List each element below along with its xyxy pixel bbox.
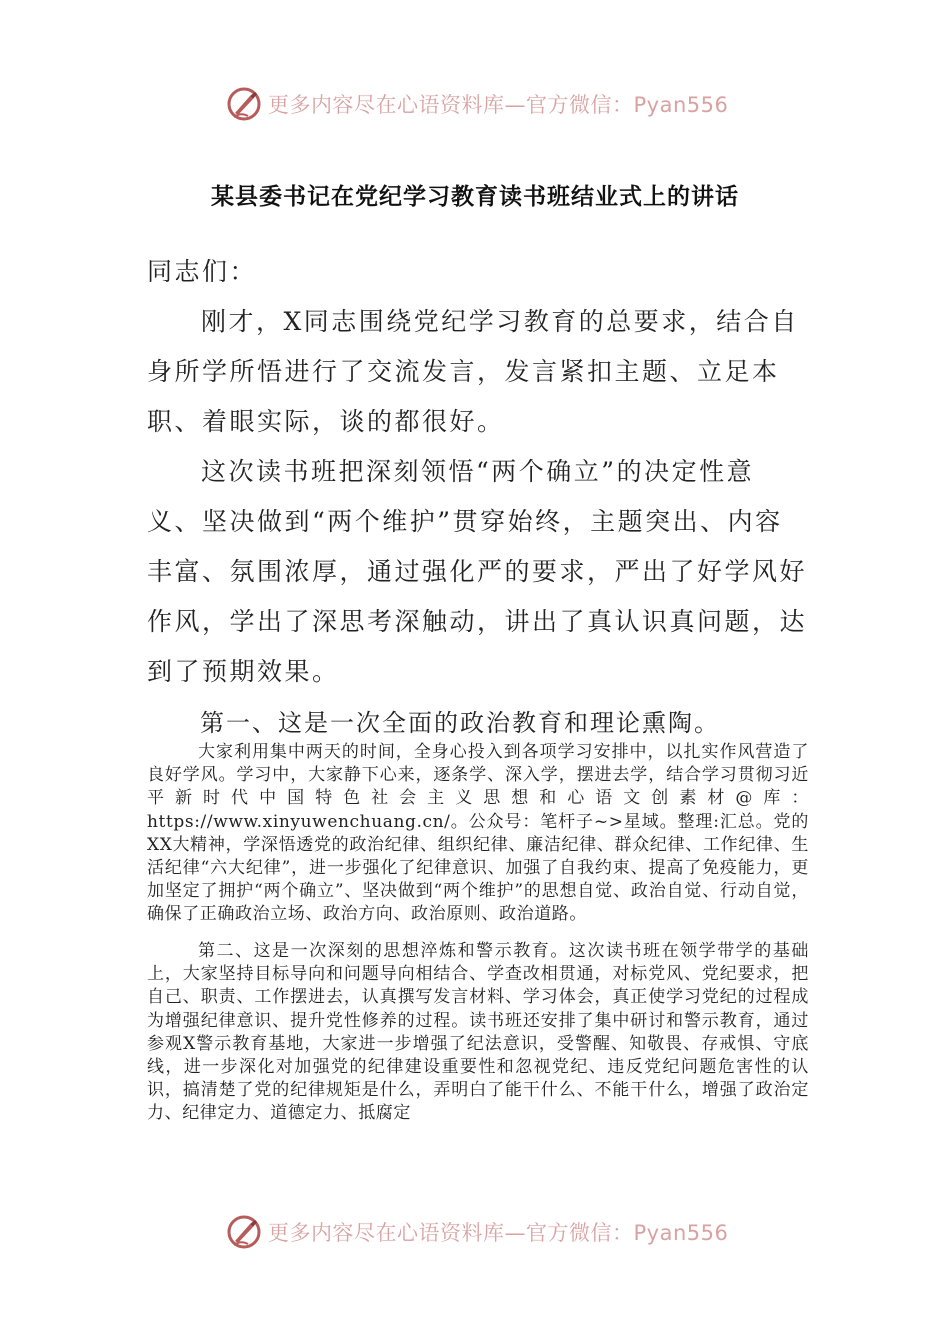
pen-logo-icon xyxy=(226,1214,262,1250)
paragraph-3 xyxy=(147,741,809,927)
greeting-text: 同志们： xyxy=(147,257,258,286)
pen-logo-icon xyxy=(226,86,262,122)
greeting xyxy=(147,247,807,297)
banner-text: 更多内容尽在心语资料库—官方微信：Pyan556 xyxy=(268,93,729,117)
section-heading-1: 第一、这是一次全面的政治教育和理论熏陶。 xyxy=(200,709,720,737)
watermark-banner-bottom xyxy=(226,1212,746,1252)
banner-text: 更多内容尽在心语资料库—官方微信：Pyan556 xyxy=(268,1221,729,1245)
paragraph-1-text: 刚才，X同志围绕党纪学习教育的总要求，结合自身所学所悟进行了交流发言，发言紧扣主题、立足本职、着眼实际，谈的都很好。 xyxy=(147,307,799,436)
document-title: 某县委书记在党纪学习教育读书班结业式上的讲话 xyxy=(211,183,739,210)
watermark-banner-top xyxy=(226,84,746,124)
paragraph-1 xyxy=(147,297,807,447)
paragraph-3-text: 大家利用集中两天的时间，全身心投入到各项学习安排中，以扎实作风营造了良好学风。学习中，大家静下心来，逐条学、深入学，摆进去学，结合学习贯彻习近平新时代中国特色社会主义思想和心语文创素材@库：https://www.xinyuwenchuang.cn/。公众号：笔杆子~>星域。整理:汇总。党的XX大精神，学深悟透党的政治纪律、组织纪律、廉洁纪律、群众纪律、工作纪律、生活纪律“六大纪律”，进一步强化了纪律意识、加强了自我约束、提高了免疫能力，更加坚定了拥护“两个确立”、坚决做到“两个维护”的思想自觉、政治自觉、行动自觉，确保了正确政治立场、政治方向、政治原则、政治道路。 xyxy=(147,742,809,925)
paragraph-4-text: 第二、这是一次深刻的思想淬炼和警示教育。这次读书班在领学带学的基础上，大家坚持目标导向和问题导向相结合、学查改相贯通，对标党风、党纪要求，把自己、职责、工作摆进去，认真撰写发言材料、学习体会，真正使学习党纪的过程成为增强纪律意识、提升党性修养的过程。读书班还安排了集中研讨和警示教育，通过参观X警示教育基地，大家进一步增强了纪法意识，受警醒、知敬畏、存戒惧、守底线，进一步深化对加强党的纪律建设重要性和忽视党纪、违反党纪问题危害性的认识，搞清楚了党的纪律规矩是什么，弄明白了能干什么、不能干什么，增强了政治定力、纪律定力、道德定力、抵腐定 xyxy=(147,941,809,1124)
paragraph-2 xyxy=(147,447,807,697)
paragraph-4 xyxy=(147,940,809,1126)
paragraph-2-text: 这次读书班把深刻领悟“两个确立”的决定性意义、坚决做到“两个维护”贯穿始终，主题突出、内容丰富、氛围浓厚，通过强化严的要求，严出了好学风好作风，学出了深思考深触动，讲出了真认识真问题，达到了预期效果。 xyxy=(147,457,808,686)
